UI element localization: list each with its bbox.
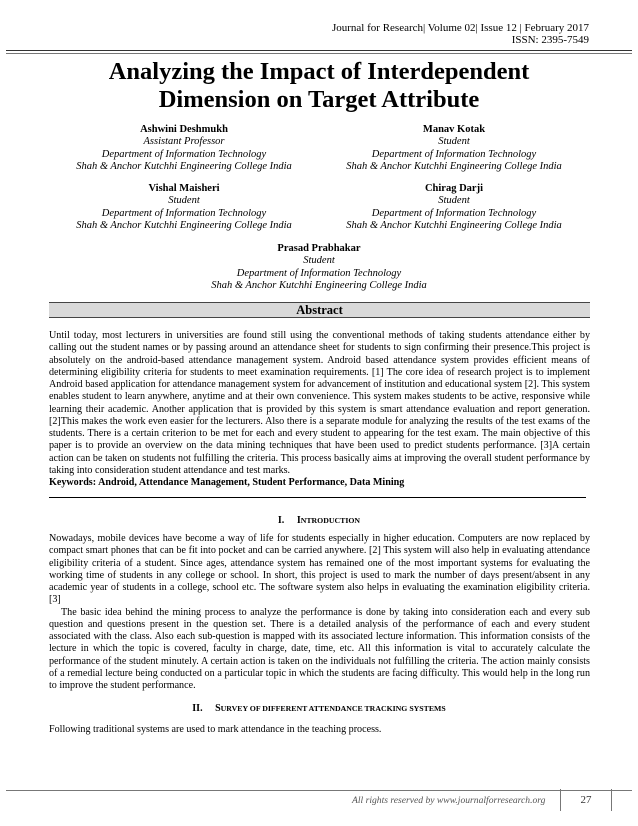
paper-title — [0, 58, 638, 114]
author-dept: Department of Information Technology — [101, 207, 267, 219]
header-rule-thin — [6, 53, 632, 54]
abstract-text: Until today, most lecturers in universities are found still using the conventional methods of taking students attendance either by calling out the student names or by passing around an attendance sheet for students to sign confirming their presence.This project is absolutely on the android-based attendance management system. Android based attendance system provides efficient means of determining eligibility criteria for students to meet examination requirements. [1] The core idea of research project is to implement Android based application for attendance management system for advancement of institution and educational system [2]. This system enables student to learn anywhere, anytime and at their own convenience. This system makes students to be active, responsive while learning their academic. Another application that is provided by this system is smart attendance evaluation and report generation. [2]This makes the work even easier for the lecturers. Also there is a separate module for analyzing the results of the test exams of the students. There is a certain criterion to be met for each and every student to appearing for the test exam. The main objective of this paper is to provide an overview on the data mining techniques that have been used to predict students performance. [3]A certain action can be taken on students not fulfilling the criteria. This process basically aims at improving the overall student performance by taking into consideration student attendance and test marks. — [49, 330, 590, 476]
author-block — [310, 183, 598, 232]
author-role: Student — [438, 136, 470, 148]
author-name: Manav Kotak — [422, 124, 486, 135]
section-initial: I — [296, 515, 301, 526]
section-divider — [49, 497, 586, 498]
introduction-para-1: Nowadays, mobile devices have become a way of life for students especially in higher education. Computers are now replaced by compact smart phones that can be fit into pocket and can be carried anywhere. [2] This system will also help in evaluating attendance eligibility criteria of a student. Since ages, attendance system has remained one of the most important systems for evaluating the working time of students in any college or school. In short, this project is used to mark the number of days present/absent in any academic year of students in a college, school etc. The software system also helps in evaluating the examination eligibility criteria. [3] — [49, 533, 590, 606]
abstract-heading: Abstract — [49, 302, 590, 318]
author-role: Assistant Professor — [143, 136, 225, 148]
author-role: Student — [438, 195, 470, 207]
footer-rights: All rights reserved by www.journalforresearch.org — [352, 795, 546, 806]
author-name: Vishal Maisheri — [148, 183, 220, 194]
author-block — [40, 124, 328, 173]
footer-rule — [6, 790, 632, 791]
abstract-body — [49, 330, 590, 489]
section-title: NTRODUCTION — [300, 516, 361, 525]
author-dept: Department of Information Technology — [371, 207, 537, 219]
author-inst: Shah & Anchor Kutchhi Engineering College India — [211, 279, 427, 291]
author-block — [175, 243, 463, 292]
survey-para-1: Following traditional systems are used to mark attendance in the teaching process. — [49, 724, 382, 735]
page-number: 27 — [560, 789, 612, 811]
section-number: II. — [192, 703, 203, 714]
author-role: Student — [303, 255, 335, 267]
author-name: Prasad Prabhakar — [277, 243, 361, 254]
issn: ISSN: 2395-7549 — [511, 34, 589, 46]
author-inst: Shah & Anchor Kutchhi Engineering College India — [76, 219, 292, 231]
section-number: I. — [277, 515, 285, 526]
journal-header — [332, 22, 589, 46]
author-block — [310, 124, 598, 173]
section-heading-introduction — [0, 515, 638, 527]
section-title: URVEY OF DIFFERENT ATTENDANCE TRACKING SYSTEMS — [220, 704, 446, 713]
title-line-1: Analyzing the Impact of Interdependent — [108, 58, 530, 85]
author-role: Student — [168, 195, 200, 207]
author-inst: Shah & Anchor Kutchhi Engineering College India — [346, 219, 562, 231]
keywords: Keywords: Android, Attendance Management, Student Performance, Data Mining — [49, 477, 405, 488]
author-dept: Department of Information Technology — [101, 148, 267, 160]
author-inst: Shah & Anchor Kutchhi Engineering College India — [76, 160, 292, 172]
introduction-para-2: The basic idea behind the mining process to analyze the performance is done by taking into consideration each and every sub question and questions present in the question set. There is a detailed analysis of the performance of each and every student associated with the class. Also each sub-question is mapped with its associated lecture information. This information consists of the lecture in which the topic is covered, faculty in charge, date, time, etc. All this information is vital to accurately calculate the performance of the student minutely. A certain action is taken on the individuals not fulfilling the criteria. The action mainly consists of a remedial lecture being conducted on a particular topic in which the students are facing difficulty. This would help in the long run to improve the student performance. — [49, 606, 590, 691]
author-block — [40, 183, 328, 232]
title-line-2: Dimension on Target Attribute — [158, 86, 480, 113]
header-rule — [6, 50, 632, 51]
survey-body — [49, 724, 590, 736]
journal-line: Journal for Research| Volume 02| Issue 12 | February 2017 — [331, 22, 589, 34]
author-name: Ashwini Deshmukh — [140, 124, 228, 135]
section-heading-survey — [0, 703, 638, 715]
author-dept: Department of Information Technology — [236, 267, 402, 279]
author-dept: Department of Information Technology — [371, 148, 537, 160]
section-initial: S — [215, 703, 221, 714]
introduction-body — [49, 533, 590, 692]
author-name: Chirag Darji — [424, 183, 484, 194]
author-inst: Shah & Anchor Kutchhi Engineering College India — [346, 160, 562, 172]
